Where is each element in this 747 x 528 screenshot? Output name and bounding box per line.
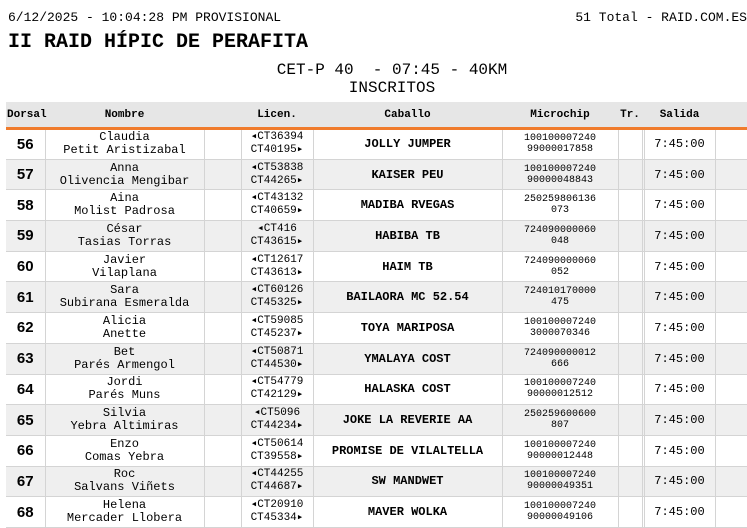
microchip-cell xyxy=(502,497,618,528)
blank-cell xyxy=(204,405,241,436)
column-header-salida: Salida xyxy=(644,102,715,129)
blank-cell xyxy=(204,313,241,344)
microchip-cell xyxy=(502,374,618,405)
entries-table xyxy=(6,102,747,528)
blank-cell xyxy=(715,343,747,374)
rider-name-cell xyxy=(45,159,204,190)
horse-license: CT44265▸ xyxy=(250,174,304,187)
microchip-line-1: 100100007240 xyxy=(523,378,596,390)
table-header xyxy=(6,102,747,129)
microchip-line-1: 100100007240 xyxy=(523,163,596,175)
tr-cell xyxy=(618,466,642,497)
horse-cell: HABIBA TB xyxy=(313,221,502,252)
start-time-cell: 7:45:00 xyxy=(644,466,715,497)
rider-last-name: Tasias Torras xyxy=(77,234,172,249)
entries-table-container xyxy=(6,102,747,528)
microchip-cell xyxy=(502,282,618,313)
license-cell xyxy=(241,221,313,252)
license-cell xyxy=(241,129,313,160)
table-row xyxy=(6,343,747,374)
microchip-line-1: 100100007240 xyxy=(523,470,596,482)
report-meta-line xyxy=(8,10,747,26)
blank-cell xyxy=(204,466,241,497)
rider-license: ◂CT50871 xyxy=(250,345,304,358)
blank-cell xyxy=(715,190,747,221)
rider-last-name: Salvans Viñets xyxy=(74,480,175,495)
blank-cell xyxy=(204,435,241,466)
horse-license: CT45237▸ xyxy=(250,327,304,340)
horse-license: CT45334▸ xyxy=(250,512,304,525)
horse-cell: KAISER PEU xyxy=(313,159,502,190)
rider-license: ◂CT50614 xyxy=(250,437,304,450)
rider-name-cell xyxy=(45,405,204,436)
dorsal-cell: 65 xyxy=(6,405,45,436)
rider-first-name: Enzo xyxy=(110,436,139,451)
rider-first-name: Aina xyxy=(110,191,139,206)
license-cell xyxy=(241,435,313,466)
table-row xyxy=(6,129,747,160)
start-time-cell: 7:45:00 xyxy=(644,129,715,160)
microchip-cell xyxy=(502,190,618,221)
rider-last-name: Subirana Esmeralda xyxy=(59,296,190,311)
horse-cell: YMALAYA COST xyxy=(313,343,502,374)
blank-cell xyxy=(715,405,747,436)
table-body xyxy=(6,129,747,528)
microchip-line-1: 100100007240 xyxy=(523,439,596,451)
blank-cell xyxy=(204,190,241,221)
column-header-dorsal: Dorsal xyxy=(6,102,45,129)
license-cell xyxy=(241,374,313,405)
rider-license: ◂CT5096 xyxy=(253,407,301,420)
table-row xyxy=(6,405,747,436)
horse-license: CT40195▸ xyxy=(250,144,304,157)
table-row xyxy=(6,497,747,528)
dorsal-cell: 61 xyxy=(6,282,45,313)
blank-cell xyxy=(204,282,241,313)
dorsal-cell: 68 xyxy=(6,497,45,528)
horse-cell: TOYA MARIPOSA xyxy=(313,313,502,344)
license-cell xyxy=(241,405,313,436)
microchip-cell xyxy=(502,405,618,436)
rider-last-name: Petit Aristizabal xyxy=(63,143,186,158)
tr-cell xyxy=(618,405,642,436)
horse-license: CT42129▸ xyxy=(250,389,304,402)
start-time-cell: 7:45:00 xyxy=(644,497,715,528)
microchip-line-2: 99000017858 xyxy=(526,144,593,156)
rider-license: ◂CT36394 xyxy=(250,131,304,144)
microchip-cell xyxy=(502,343,618,374)
rider-license: ◂CT60126 xyxy=(250,284,304,297)
horse-license: CT44530▸ xyxy=(250,358,304,371)
rider-license: ◂CT416 xyxy=(257,222,297,235)
dorsal-cell: 58 xyxy=(6,190,45,221)
dorsal-cell: 57 xyxy=(6,159,45,190)
table-row xyxy=(6,374,747,405)
rider-license: ◂CT59085 xyxy=(250,314,304,327)
column-header-microchip: Microchip xyxy=(502,102,618,129)
blank-cell xyxy=(715,435,747,466)
rider-last-name: Comas Yebra xyxy=(84,449,165,464)
dorsal-cell: 63 xyxy=(6,343,45,374)
rider-name-cell xyxy=(45,343,204,374)
column-header-licen: Licen. xyxy=(241,102,313,129)
horse-license: CT40659▸ xyxy=(250,205,304,218)
blank-cell xyxy=(204,129,241,160)
microchip-line-1: 250259600600 xyxy=(523,409,596,421)
rider-license: ◂CT20910 xyxy=(250,499,304,512)
microchip-line-2: 90000049106 xyxy=(526,512,593,524)
license-cell xyxy=(241,159,313,190)
blank-cell xyxy=(715,159,747,190)
tr-cell xyxy=(618,497,642,528)
rider-license: ◂CT53838 xyxy=(250,161,304,174)
rider-last-name: Yebra Altimiras xyxy=(70,419,179,434)
rider-name-cell xyxy=(45,435,204,466)
microchip-cell xyxy=(502,251,618,282)
rider-first-name: Sara xyxy=(110,283,139,298)
horse-cell: JOLLY JUMPER xyxy=(313,129,502,160)
blank-cell xyxy=(715,282,747,313)
start-time-cell: 7:45:00 xyxy=(644,282,715,313)
rider-first-name: Claudia xyxy=(99,130,150,145)
microchip-line-2: 90000012512 xyxy=(526,389,593,401)
rider-license: ◂CT43132 xyxy=(250,192,304,205)
tr-cell xyxy=(618,159,642,190)
microchip-line-2: 475 xyxy=(550,297,569,309)
license-cell xyxy=(241,343,313,374)
dorsal-cell: 56 xyxy=(6,129,45,160)
license-cell xyxy=(241,313,313,344)
horse-license: CT39558▸ xyxy=(250,450,304,463)
column-header-caballo: Caballo xyxy=(313,102,502,129)
horse-cell: SW MANDWET xyxy=(313,466,502,497)
microchip-line-1: 250259806136 xyxy=(523,194,596,206)
tr-cell xyxy=(618,129,642,160)
microchip-line-2: 3000070346 xyxy=(529,327,590,339)
dorsal-cell: 60 xyxy=(6,251,45,282)
microchip-line-2: 90000049351 xyxy=(526,481,593,493)
start-time-cell: 7:45:00 xyxy=(644,313,715,344)
horse-cell: BAILAORA MC 52.54 xyxy=(313,282,502,313)
dorsal-cell: 62 xyxy=(6,313,45,344)
microchip-cell xyxy=(502,129,618,160)
blank-cell xyxy=(715,313,747,344)
blank-cell xyxy=(715,374,747,405)
horse-license: CT43615▸ xyxy=(250,235,304,248)
table-row xyxy=(6,282,747,313)
rider-license: ◂CT12617 xyxy=(250,253,304,266)
start-time-cell: 7:45:00 xyxy=(644,221,715,252)
category-line: CET-P 40 - 07:45 - 40KM xyxy=(276,61,508,79)
license-cell xyxy=(241,251,313,282)
license-cell xyxy=(241,497,313,528)
start-time-cell: 7:45:00 xyxy=(644,343,715,374)
license-cell xyxy=(241,466,313,497)
rider-first-name: Anna xyxy=(110,160,139,175)
rider-first-name: Roc xyxy=(113,467,136,482)
blank-cell xyxy=(204,374,241,405)
dorsal-cell: 59 xyxy=(6,221,45,252)
rider-license: ◂CT44255 xyxy=(250,468,304,481)
table-row xyxy=(6,190,747,221)
microchip-cell xyxy=(502,466,618,497)
horse-license: CT43613▸ xyxy=(250,266,304,279)
rider-last-name: Mercader Llobera xyxy=(66,511,183,526)
microchip-line-1: 100100007240 xyxy=(523,316,596,328)
rider-name-cell xyxy=(45,282,204,313)
column-header-nombre: Nombre xyxy=(45,102,204,129)
column-header-tr: Tr. xyxy=(618,102,642,129)
rider-last-name: Olivencia Mengibar xyxy=(59,173,190,188)
rider-first-name: Javier xyxy=(102,252,147,267)
microchip-line-2: 807 xyxy=(550,420,569,432)
microchip-line-2: 90000048843 xyxy=(526,174,593,186)
blank-cell xyxy=(204,221,241,252)
horse-license: CT44234▸ xyxy=(250,420,304,433)
start-time-cell: 7:45:00 xyxy=(644,405,715,436)
event-title: II RAID HÍPIC DE PERAFITA xyxy=(8,31,309,54)
microchip-cell xyxy=(502,435,618,466)
tr-cell xyxy=(618,435,642,466)
table-row xyxy=(6,221,747,252)
rider-last-name: Vilaplana xyxy=(92,265,157,280)
rider-first-name: Bet xyxy=(113,344,136,359)
rider-first-name: Silvia xyxy=(102,406,147,421)
dorsal-cell: 64 xyxy=(6,374,45,405)
rider-first-name: Alicia xyxy=(102,313,147,328)
start-time-cell: 7:45:00 xyxy=(644,374,715,405)
license-cell xyxy=(241,282,313,313)
microchip-line-2: 048 xyxy=(550,235,569,247)
dorsal-cell: 67 xyxy=(6,466,45,497)
rider-name-cell xyxy=(45,190,204,221)
horse-cell: HALASKA COST xyxy=(313,374,502,405)
blank-cell xyxy=(204,251,241,282)
microchip-line-1: 724090000012 xyxy=(523,347,596,359)
microchip-cell xyxy=(502,313,618,344)
dorsal-cell: 66 xyxy=(6,435,45,466)
microchip-line-1: 724090000060 xyxy=(523,255,596,267)
horse-cell: JOKE LA REVERIE AA xyxy=(313,405,502,436)
microchip-line-2: 90000012448 xyxy=(526,450,593,462)
blank-cell xyxy=(715,466,747,497)
table-row xyxy=(6,313,747,344)
start-time-cell: 7:45:00 xyxy=(644,251,715,282)
microchip-line-1: 100100007240 xyxy=(523,501,596,513)
start-time-cell: 7:45:00 xyxy=(644,435,715,466)
horse-cell: MADIBA RVEGAS xyxy=(313,190,502,221)
rider-first-name: César xyxy=(106,221,143,236)
rider-first-name: Helena xyxy=(102,498,147,513)
rider-name-cell xyxy=(45,466,204,497)
table-row xyxy=(6,251,747,282)
tr-cell xyxy=(618,251,642,282)
table-row xyxy=(6,159,747,190)
blank-cell xyxy=(204,159,241,190)
microchip-line-2: 052 xyxy=(550,266,569,278)
rider-last-name: Molist Padrosa xyxy=(74,204,175,219)
blank-cell xyxy=(715,497,747,528)
column-header-blank xyxy=(715,102,747,129)
microchip-line-2: 666 xyxy=(550,358,569,370)
microchip-line-1: 724090000060 xyxy=(523,224,596,236)
microchip-line-1: 100100007240 xyxy=(523,133,596,145)
column-header-blank xyxy=(204,102,241,129)
horse-cell: MAVER WOLKA xyxy=(313,497,502,528)
blank-cell xyxy=(715,221,747,252)
rider-name-cell xyxy=(45,129,204,160)
blank-cell xyxy=(204,497,241,528)
tr-cell xyxy=(618,313,642,344)
tr-cell xyxy=(618,343,642,374)
report-total: 51 Total - RAID.COM.ES xyxy=(575,10,747,25)
rider-last-name: Anette xyxy=(102,326,147,341)
microchip-cell xyxy=(502,159,618,190)
horse-license: CT45325▸ xyxy=(250,297,304,310)
tr-cell xyxy=(618,374,642,405)
table-row xyxy=(6,466,747,497)
horse-cell: PROMISE DE VILALTELLA xyxy=(313,435,502,466)
start-time-cell: 7:45:00 xyxy=(644,190,715,221)
horse-license: CT44687▸ xyxy=(250,481,304,494)
rider-last-name: Parés Armengol xyxy=(74,357,175,372)
rider-name-cell xyxy=(45,313,204,344)
rider-first-name: Jordi xyxy=(106,375,143,390)
microchip-line-1: 724010170000 xyxy=(523,286,596,298)
rider-name-cell xyxy=(45,251,204,282)
report-timestamp: 6/12/2025 - 10:04:28 PM PROVISIONAL xyxy=(8,10,282,25)
rider-license: ◂CT54779 xyxy=(250,376,304,389)
blank-cell xyxy=(204,343,241,374)
license-cell xyxy=(241,190,313,221)
rider-name-cell xyxy=(45,497,204,528)
rider-name-cell xyxy=(45,374,204,405)
blank-cell xyxy=(715,129,747,160)
rider-last-name: Parés Muns xyxy=(88,388,161,403)
microchip-cell xyxy=(502,221,618,252)
microchip-line-2: 073 xyxy=(550,205,569,217)
list-subtitle: INSCRITOS xyxy=(348,79,436,97)
start-time-cell: 7:45:00 xyxy=(644,159,715,190)
horse-cell: HAIM TB xyxy=(313,251,502,282)
blank-cell xyxy=(715,251,747,282)
tr-cell xyxy=(618,221,642,252)
tr-cell xyxy=(618,282,642,313)
tr-cell xyxy=(618,190,642,221)
rider-name-cell xyxy=(45,221,204,252)
table-row xyxy=(6,435,747,466)
